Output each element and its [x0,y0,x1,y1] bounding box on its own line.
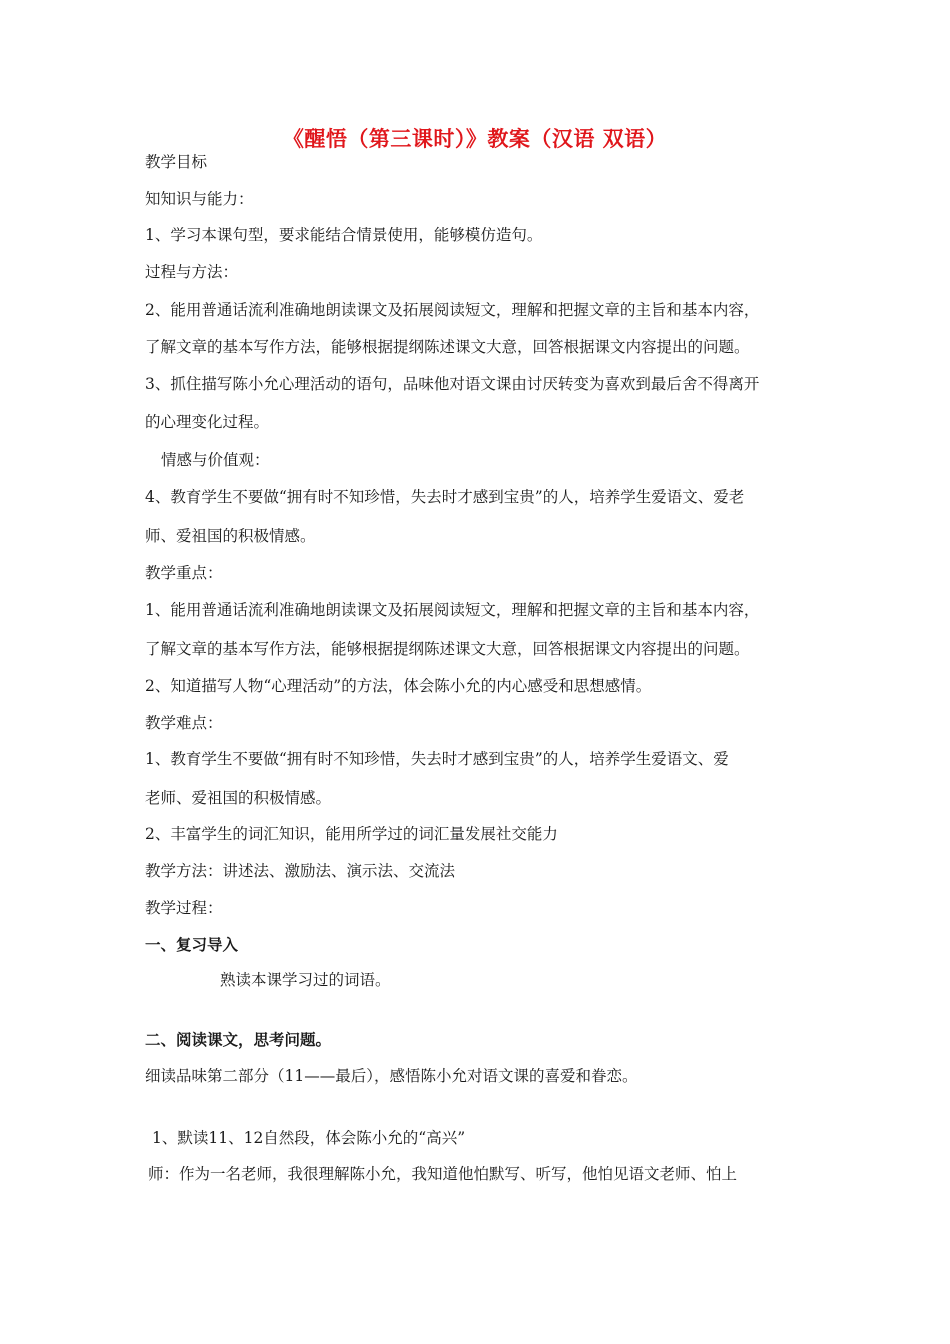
section-heading: 教学过程： [145,899,223,917]
text-line: 教学目标 [145,153,208,171]
section-heading: 一、复习导入 [145,936,239,954]
section-heading: 二、阅读课文，思考问题。 [145,1031,332,1049]
text-line: 4、教育学生不要做“拥有时不知珍惜，失去时才感到宝贵”的人，培养学生爱语文、爱老 [145,488,745,506]
text-line: 2、知道描写人物“心理活动”的方法，体会陈小允的内心感受和思想感情。 [145,677,652,695]
text-line: 老师、爱祖国的积极情感。 [145,789,332,807]
text-line: 1、默读11、12自然段，体会陈小允的“高兴” [152,1129,466,1147]
text-line: 教学方法：讲述法、激励法、演示法、交流法 [145,862,456,880]
section-heading: 情感与价值观： [161,451,270,469]
text-line: 2、能用普通话流利准确地朗读课文及拓展阅读短文，理解和把握文章的主旨和基本内容， [145,301,760,319]
text-line: 了解文章的基本写作方法，能够根据提纲陈述课文大意，回答根据课文内容提出的问题。 [145,640,750,658]
document-title: 《醒悟（第三课时）》教案（汉语 双语） [282,127,668,151]
text-line: 过程与方法： [145,263,239,281]
text-line: 熟读本课学习过的词语。 [220,971,391,989]
text-line: 1、学习本课句型，要求能结合情景使用，能够模仿造句。 [145,226,543,244]
section-heading: 教学难点： [145,714,223,732]
text-line: 知知识与能力： [145,190,254,208]
text-line: 的心理变化过程。 [145,413,270,431]
text-line: 细读品味第二部分（11——最后），感悟陈小允对语文课的喜爱和眷恋。 [145,1067,638,1085]
section-heading: 教学重点： [145,564,223,582]
text-line: 1、能用普通话流利准确地朗读课文及拓展阅读短文，理解和把握文章的主旨和基本内容， [145,601,760,619]
text-line: 3、抓住描写陈小允心理活动的语句，品味他对语文课由讨厌转变为喜欢到最后舍不得离开 [145,375,760,393]
text-line: 了解文章的基本写作方法，能够根据提纲陈述课文大意，回答根据课文内容提出的问题。 [145,338,750,356]
text-line: 师、爱祖国的积极情感。 [145,527,316,545]
text-line: 师：作为一名老师，我很理解陈小允，我知道他怕默写、听写，他怕见语文老师、怕上 [148,1165,738,1183]
text-line: 1、教育学生不要做“拥有时不知珍惜，失去时才感到宝贵”的人，培养学生爱语文、爱 [145,750,729,768]
text-line: 2、丰富学生的词汇知识，能用所学过的词汇量发展社交能力 [145,825,558,843]
